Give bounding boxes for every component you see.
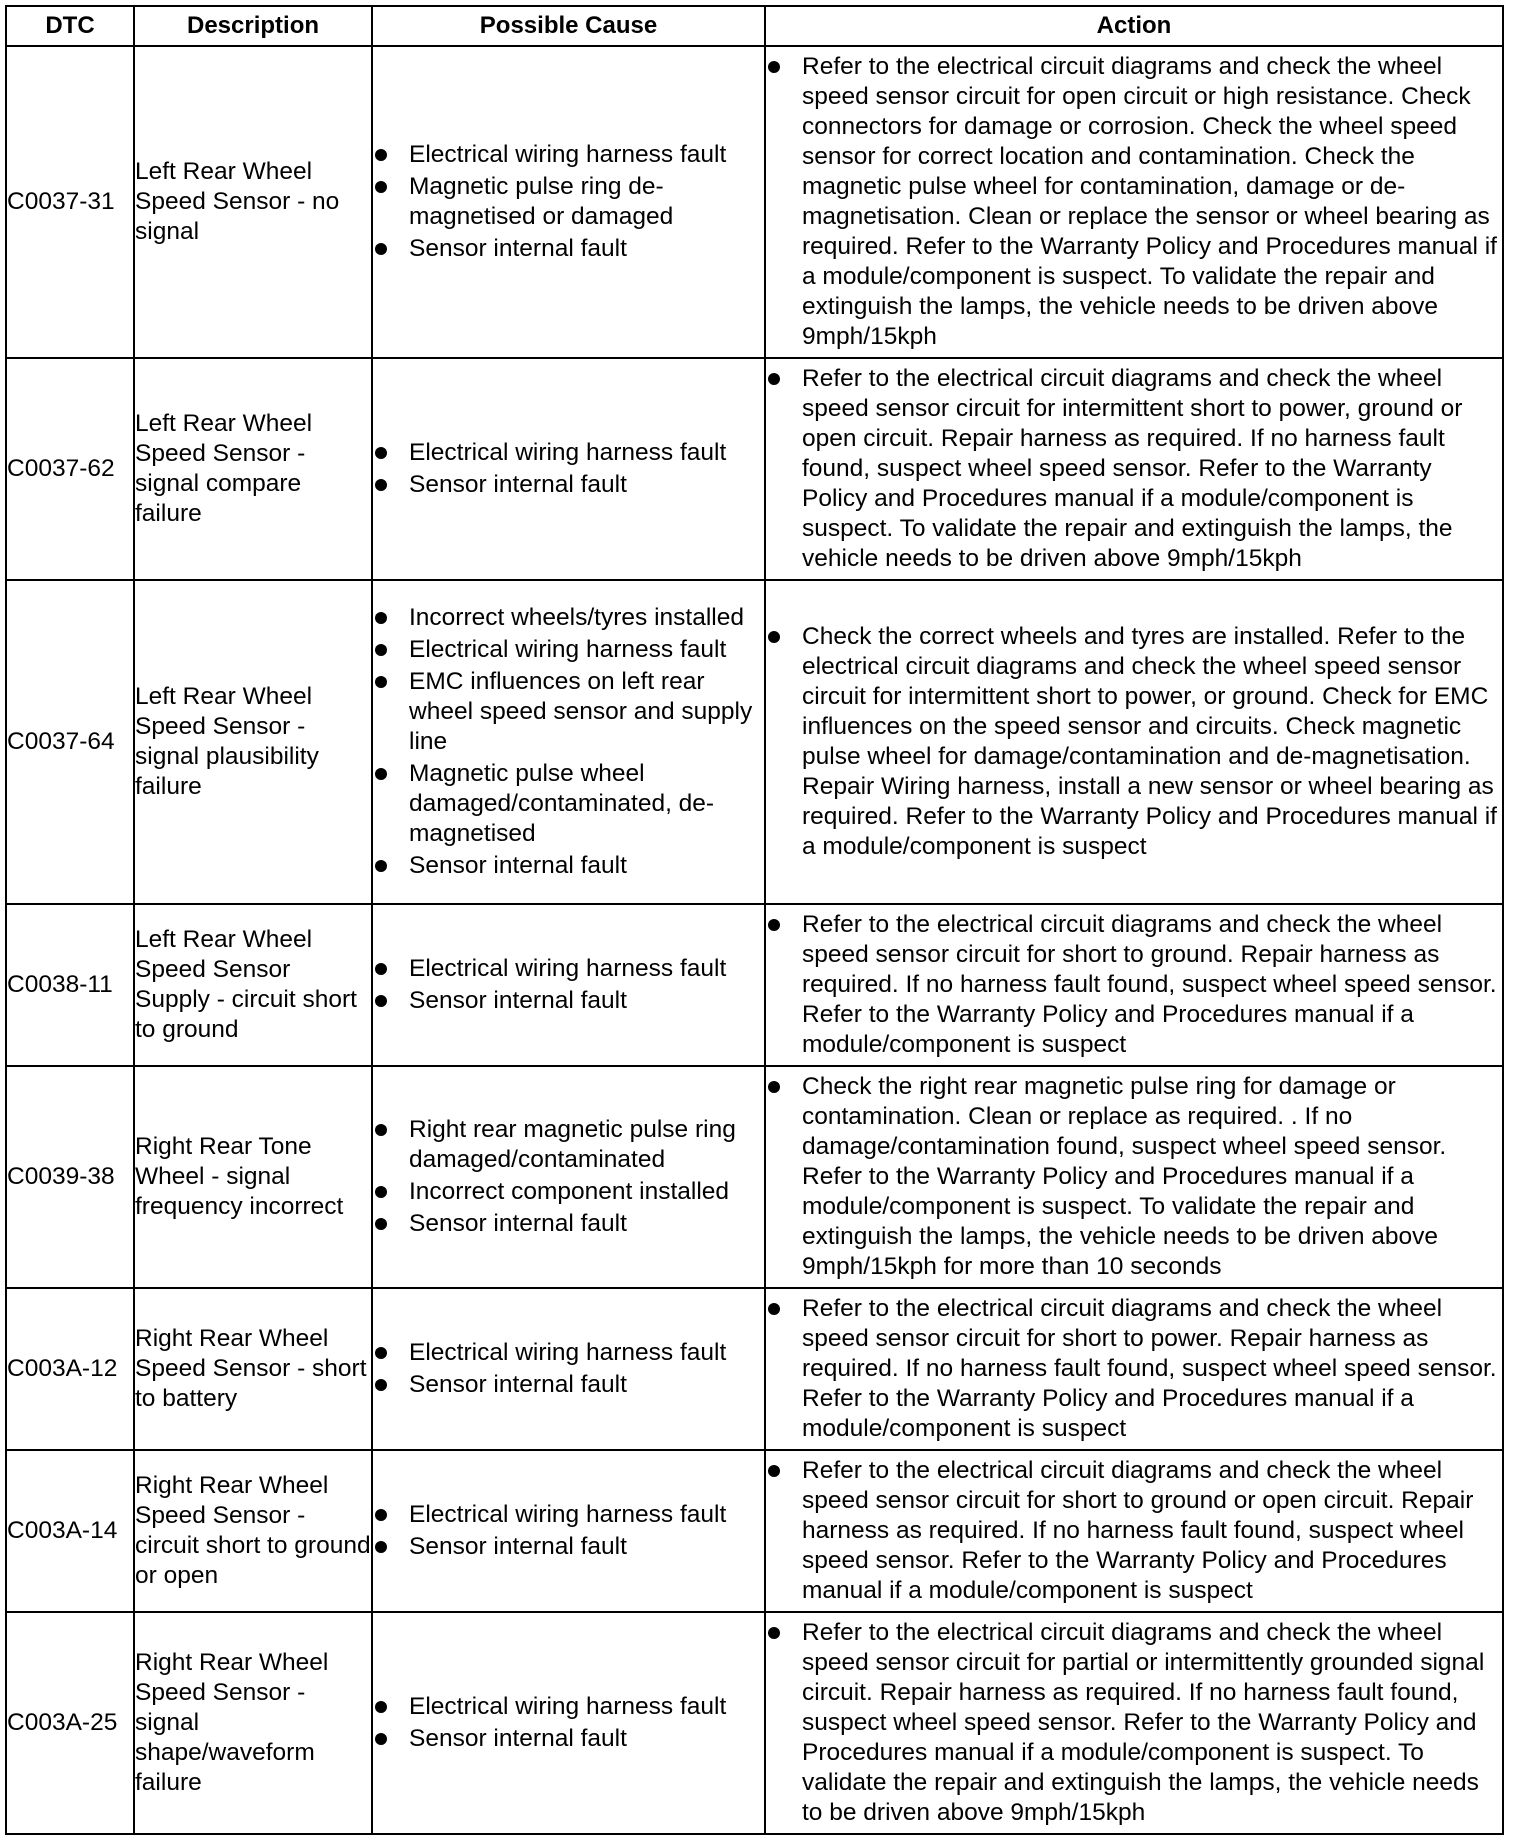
possible-cause-cell xyxy=(372,1288,765,1450)
cause-item: Electrical wiring harness fault xyxy=(373,954,764,984)
table-row xyxy=(6,1450,1503,1612)
cause-item: Magnetic pulse wheel damaged/contaminated, de-magnetised xyxy=(373,759,764,849)
cause-item: Sensor internal fault xyxy=(373,851,764,881)
dtc-code: C0037-31 xyxy=(6,46,134,358)
table-row xyxy=(6,580,1503,904)
dtc-code: C003A-14 xyxy=(6,1450,134,1612)
action-item: Check the correct wheels and tyres are installed. Refer to the electrical circuit diagrams and check the wheel speed sensor circuit for intermittent short to power, or ground. Check for EMC influences on the speed sensor and circuits. Check magnetic pulse wheel for damage/contamination and de-magnetisation. Repair Wiring harness, install a new sensor or wheel bearing as required. Refer to the Warranty Policy and Procedures manual if a module/component is suspect xyxy=(766,622,1502,862)
possible-cause-cell xyxy=(372,1612,765,1834)
cause-item: Sensor internal fault xyxy=(373,470,764,500)
possible-cause-cell xyxy=(372,46,765,358)
header-description: Description xyxy=(134,6,372,46)
dtc-code: C003A-12 xyxy=(6,1288,134,1450)
action-list xyxy=(766,1072,1502,1282)
cause-list xyxy=(373,1500,764,1562)
cause-item: Electrical wiring harness fault xyxy=(373,1500,764,1530)
possible-cause-cell xyxy=(372,580,765,904)
dtc-description: Left Rear Wheel Speed Sensor - signal compare failure xyxy=(134,358,372,580)
cause-item: Sensor internal fault xyxy=(373,1532,764,1562)
dtc-description: Right Rear Wheel Speed Sensor - circuit short to ground or open xyxy=(134,1450,372,1612)
dtc-description: Left Rear Wheel Speed Sensor - signal plausibility failure xyxy=(134,580,372,904)
action-cell xyxy=(765,46,1503,358)
dtc-description: Right Rear Wheel Speed Sensor - short to battery xyxy=(134,1288,372,1450)
action-item: Check the right rear magnetic pulse ring for damage or contamination. Clean or replace as required. . If no damage/contamination found, suspect wheel speed sensor. Refer to the Warranty Policy and Procedures manual if a module/component is suspect. To validate the repair and extinguish the lamps, the vehicle needs to be driven above 9mph/15kph for more than 10 seconds xyxy=(766,1072,1502,1282)
action-cell xyxy=(765,1450,1503,1612)
table-header-row xyxy=(6,6,1503,46)
cause-item: Electrical wiring harness fault xyxy=(373,140,764,170)
dtc-code: C0037-62 xyxy=(6,358,134,580)
cause-list xyxy=(373,1115,764,1239)
action-cell xyxy=(765,1288,1503,1450)
cause-item: Right rear magnetic pulse ring damaged/contaminated xyxy=(373,1115,764,1175)
action-cell xyxy=(765,904,1503,1066)
table-row xyxy=(6,46,1503,358)
cause-item: Magnetic pulse ring de-magnetised or damaged xyxy=(373,172,764,232)
action-item: Refer to the electrical circuit diagrams and check the wheel speed sensor circuit for short to power. Repair harness as required. If no harness fault found, suspect wheel speed sensor. Refer to the Warranty Policy and Procedures manual if a module/component is suspect xyxy=(766,1294,1502,1444)
cause-item: Electrical wiring harness fault xyxy=(373,1692,764,1722)
dtc-code: C003A-25 xyxy=(6,1612,134,1834)
dtc-code: C0037-64 xyxy=(6,580,134,904)
header-dtc: DTC xyxy=(6,6,134,46)
table-row xyxy=(6,358,1503,580)
table-row xyxy=(6,1066,1503,1288)
cause-item: Sensor internal fault xyxy=(373,234,764,264)
cause-item: Electrical wiring harness fault xyxy=(373,438,764,468)
cause-list xyxy=(373,438,764,500)
cause-item: EMC influences on left rear wheel speed sensor and supply line xyxy=(373,667,764,757)
action-item: Refer to the electrical circuit diagrams and check the wheel speed sensor circuit for short to ground or open circuit. Repair harness as required. If no harness fault found, suspect wheel speed sensor. Refer to the Warranty Policy and Procedures manual if a module/component is suspect xyxy=(766,1456,1502,1606)
table-row xyxy=(6,1612,1503,1834)
cause-item: Sensor internal fault xyxy=(373,1370,764,1400)
action-list xyxy=(766,1294,1502,1444)
action-cell xyxy=(765,358,1503,580)
action-item: Refer to the electrical circuit diagrams and check the wheel speed sensor circuit for intermittent short to power, ground or open circuit. Repair harness as required. If no harness fault found, suspect wheel speed sensor. Refer to the Warranty Policy and Procedures manual if a module/component is suspect. To validate the repair and extinguish the lamps, the vehicle needs to be driven above 9mph/15kph xyxy=(766,364,1502,574)
header-possible-cause: Possible Cause xyxy=(372,6,765,46)
cause-item: Sensor internal fault xyxy=(373,1209,764,1239)
dtc-description: Right Rear Wheel Speed Sensor - signal shape/waveform failure xyxy=(134,1612,372,1834)
cause-item: Electrical wiring harness fault xyxy=(373,1338,764,1368)
possible-cause-cell xyxy=(372,358,765,580)
table-row xyxy=(6,904,1503,1066)
action-list xyxy=(766,910,1502,1060)
possible-cause-cell xyxy=(372,1066,765,1288)
possible-cause-cell xyxy=(372,1450,765,1612)
dtc-code: C0039-38 xyxy=(6,1066,134,1288)
action-item: Refer to the electrical circuit diagrams and check the wheel speed sensor circuit for open circuit or high resistance. Check connectors for damage or corrosion. Check the wheel speed sensor for correct location and contamination. Check the magnetic pulse wheel for contamination, damage or de-magnetisation. Clean or replace the sensor or wheel bearing as required. Refer to the Warranty Policy and Procedures manual if a module/component is suspect. To validate the repair and extinguish the lamps, the vehicle needs to be driven above 9mph/15kph xyxy=(766,52,1502,352)
dtc-document xyxy=(5,5,1502,1835)
dtc-table xyxy=(5,5,1504,1835)
possible-cause-cell xyxy=(372,904,765,1066)
cause-item: Sensor internal fault xyxy=(373,1724,764,1754)
dtc-code: C0038-11 xyxy=(6,904,134,1066)
cause-list xyxy=(373,140,764,264)
cause-item: Incorrect wheels/tyres installed xyxy=(373,603,764,633)
action-item: Refer to the electrical circuit diagrams and check the wheel speed sensor circuit for short to ground. Repair harness as required. If no harness fault found, suspect wheel speed sensor. Refer to the Warranty Policy and Procedures manual if a module/component is suspect xyxy=(766,910,1502,1060)
cause-list xyxy=(373,603,764,881)
header-action: Action xyxy=(765,6,1503,46)
dtc-description: Right Rear Tone Wheel - signal frequency incorrect xyxy=(134,1066,372,1288)
action-list xyxy=(766,1618,1502,1828)
cause-item: Sensor internal fault xyxy=(373,986,764,1016)
action-list xyxy=(766,52,1502,352)
action-list xyxy=(766,1456,1502,1606)
action-list xyxy=(766,622,1502,862)
dtc-description: Left Rear Wheel Speed Sensor Supply - circuit short to ground xyxy=(134,904,372,1066)
cause-list xyxy=(373,1338,764,1400)
cause-item: Electrical wiring harness fault xyxy=(373,635,764,665)
action-cell xyxy=(765,580,1503,904)
cause-item: Incorrect component installed xyxy=(373,1177,764,1207)
action-item: Refer to the electrical circuit diagrams and check the wheel speed sensor circuit for partial or intermittently grounded signal circuit. Repair harness as required. If no harness fault found, suspect wheel speed sensor. Refer to the Warranty Policy and Procedures manual if a module/component is suspect. To validate the repair and extinguish the lamps, the vehicle needs to be driven above 9mph/15kph xyxy=(766,1618,1502,1828)
action-list xyxy=(766,364,1502,574)
table-row xyxy=(6,1288,1503,1450)
cause-list xyxy=(373,1692,764,1754)
cause-list xyxy=(373,954,764,1016)
dtc-description: Left Rear Wheel Speed Sensor - no signal xyxy=(134,46,372,358)
action-cell xyxy=(765,1612,1503,1834)
action-cell xyxy=(765,1066,1503,1288)
